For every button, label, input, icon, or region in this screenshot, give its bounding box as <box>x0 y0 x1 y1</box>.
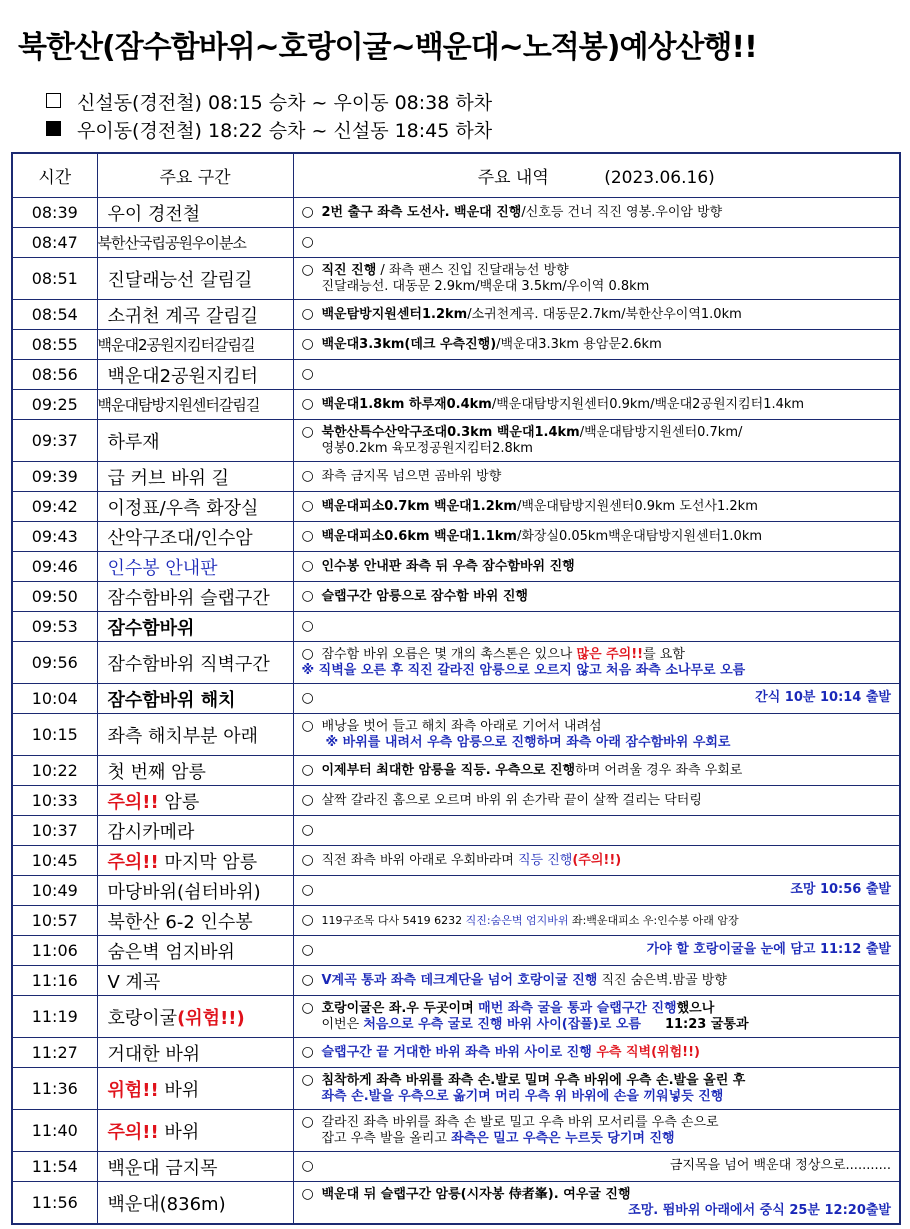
table-row <box>12 330 900 360</box>
row-section: V 계곡 <box>97 966 293 996</box>
row-detail: ○ 배낭을 벗어 들고 해치 좌측 아래로 기어서 내려섬 ※ 바위를 내려서 우측 암릉으로 진행하며 좌측 아래 잠수함바위 우회로 <box>293 714 900 756</box>
row-time: 09:53 <box>12 612 97 642</box>
row-time: 08:54 <box>12 300 97 330</box>
row-detail: ○ 백운탐방지원센터1.2km/소귀천계곡. 대동문2.7km/북한산우이역1.0km <box>293 300 900 330</box>
filled-square-icon <box>46 121 61 136</box>
row-time: 11:36 <box>12 1068 97 1110</box>
table-row <box>12 906 900 936</box>
row-time: 09:37 <box>12 420 97 462</box>
circle-icon: ○ <box>301 690 314 706</box>
row-time: 11:54 <box>12 1152 97 1182</box>
row-detail: ○ 간식 10분 10:14 출발 <box>293 684 900 714</box>
row-section: 인수봉 안내판 <box>97 552 293 582</box>
circle-icon: ○ <box>301 1044 314 1060</box>
row-section: 우이 경전철 <box>97 198 293 228</box>
table-row <box>12 996 900 1038</box>
row-time: 09:25 <box>12 390 97 420</box>
empty-square-icon <box>46 93 61 108</box>
row-time: 10:22 <box>12 756 97 786</box>
row-section: 북한산국립공원우이분소 <box>97 228 293 258</box>
table-row <box>12 1038 900 1068</box>
row-section: 산악구조대/인수암 <box>97 522 293 552</box>
row-section: 감시카메라 <box>97 816 293 846</box>
circle-icon: ○ <box>301 204 314 220</box>
row-detail: ○ 2번 출구 좌측 도선사. 백운대 진행/신호등 건너 직진 영봉.우이암 방향 <box>293 198 900 228</box>
row-time: 10:33 <box>12 786 97 816</box>
row-time: 11:40 <box>12 1110 97 1152</box>
row-section: 백운대2공원지킴터 <box>97 360 293 390</box>
table-row <box>12 816 900 846</box>
page-title: 북한산(잠수함바위~호랑이굴~백운대~노적봉)예상산행!! <box>18 30 757 65</box>
circle-icon: ○ <box>301 306 314 322</box>
circle-icon: ○ <box>301 588 314 604</box>
row-detail: ○ 백운대 뒤 슬랩구간 암릉(시자봉 侍者峯). 여우굴 진행 조망. 뜀바위 아래에서 중식 25분 12:20출발 <box>293 1182 900 1225</box>
row-section: 백운대탐방지원센터갈림길 <box>97 390 293 420</box>
row-detail: ○ 호랑이굴은 좌.우 두곳이며 매번 좌측 굴을 통과 슬랩구간 진행했으나 이번은 처음으로 우측 굴로 진행 바위 사이(잡풀)로 오름 11:23 굴통과 <box>293 996 900 1038</box>
row-time: 10:45 <box>12 846 97 876</box>
schedule-table <box>11 152 901 1225</box>
table-row <box>12 228 900 258</box>
row-time: 08:51 <box>12 258 97 300</box>
circle-icon: ○ <box>301 528 314 544</box>
row-section: 백운대 금지목 <box>97 1152 293 1182</box>
row-time: 11:56 <box>12 1182 97 1225</box>
circle-icon: ○ <box>301 1186 314 1202</box>
table-row <box>12 582 900 612</box>
row-detail: ○ 인수봉 안내판 좌측 뒤 우측 잠수함바위 진행 <box>293 552 900 582</box>
transit-line-2: 우이동(경전철) 18:22 승차 ~ 신설동 18:45 하차 <box>46 116 492 143</box>
row-time: 09:46 <box>12 552 97 582</box>
table-row <box>12 1110 900 1152</box>
table-row <box>12 642 900 684</box>
circle-icon: ○ <box>301 1114 314 1130</box>
row-detail: ○ 119구조목 다사 5419 6232 직진:숨은벽 엄지바위 좌:백운대피소 우:인수봉 아래 암장 <box>293 906 900 936</box>
table-row <box>12 786 900 816</box>
transit-line-1: 신설동(경전철) 08:15 승차 ~ 우이동 08:38 하차 <box>46 88 492 115</box>
row-detail: ○ 백운대1.8km 하루재0.4km/백운대탐방지원센터0.9km/백운대2공원지킴터1.4km <box>293 390 900 420</box>
circle-icon: ○ <box>301 366 314 382</box>
header-date: (2023.06.16) <box>604 168 715 188</box>
row-detail: ○ 가야 할 호랑이굴을 눈에 담고 11:12 출발 <box>293 936 900 966</box>
circle-icon: ○ <box>301 396 314 412</box>
row-time: 10:49 <box>12 876 97 906</box>
circle-icon: ○ <box>301 792 314 808</box>
circle-icon: ○ <box>301 468 314 484</box>
table-row <box>12 492 900 522</box>
circle-icon: ○ <box>301 822 314 838</box>
row-section: 주의!! 바위 <box>97 1110 293 1152</box>
row-time: 09:42 <box>12 492 97 522</box>
circle-icon: ○ <box>301 882 314 898</box>
circle-icon: ○ <box>301 718 314 734</box>
row-detail: ○ 좌측 금지목 넘으면 곰바위 방향 <box>293 462 900 492</box>
row-detail: ○ 잠수함 바위 오름은 몇 개의 촉스톤은 있으나 많은 주의!!를 요함 ※ 직벽을 오른 후 직진 갈라진 암릉으로 오르지 않고 처음 좌측 소나무로 오름 <box>293 642 900 684</box>
row-section: 숨은벽 엄지바위 <box>97 936 293 966</box>
table-row <box>12 714 900 756</box>
row-time: 11:27 <box>12 1038 97 1068</box>
row-detail <box>293 228 900 258</box>
circle-icon: ○ <box>301 852 314 868</box>
table-row <box>12 1152 900 1182</box>
row-detail: ○ 이제부터 최대한 암릉을 직등. 우측으로 진행하며 어려울 경우 좌측 우회로 <box>293 756 900 786</box>
row-section: 주의!! 암릉 <box>97 786 293 816</box>
row-section: 하루재 <box>97 420 293 462</box>
circle-icon: ○ <box>301 972 314 988</box>
row-detail: ○ 백운대피소0.6km 백운대1.1km/화장실0.05km백운대탐방지원센터1.0km <box>293 522 900 552</box>
row-time: 08:56 <box>12 360 97 390</box>
row-time: 09:56 <box>12 642 97 684</box>
circle-icon: ○ <box>301 1000 314 1016</box>
row-time: 09:50 <box>12 582 97 612</box>
circle-icon: ○ <box>301 1158 314 1174</box>
header-section: 주요 구간 <box>97 153 293 198</box>
table-row <box>12 522 900 552</box>
row-section: 잠수함바위 슬랩구간 <box>97 582 293 612</box>
row-detail: ○ 백운대3.3km(데크 우측진행)/백운대3.3km 용암문2.6km <box>293 330 900 360</box>
row-detail: ○ 직진 진행 / 좌측 팬스 진입 진달래능선 방향 진달래능선. 대동문 2.9km/백운대 3.5km/우이역 0.8km <box>293 258 900 300</box>
row-time: 09:39 <box>12 462 97 492</box>
row-time: 08:39 <box>12 198 97 228</box>
row-section: 잠수함바위 직벽구간 <box>97 642 293 684</box>
table-row <box>12 1182 900 1225</box>
row-time: 08:55 <box>12 330 97 360</box>
table-row <box>12 552 900 582</box>
header-time: 시간 <box>12 153 97 198</box>
row-section: 이정표/우측 화장실 <box>97 492 293 522</box>
row-detail: ○ 북한산특수산악구조대0.3km 백운대1.4km/백운대탐방지원센터0.7km/ 영봉0.2km 육모정공원지킴터2.8km <box>293 420 900 462</box>
table-row <box>12 756 900 786</box>
row-detail: ○ 슬랩구간 암릉으로 잠수함 바위 진행 <box>293 582 900 612</box>
row-detail: ○ 살짝 갈라진 홈으로 오르며 바위 위 손가락 끝이 살짝 걸리는 닥터링 <box>293 786 900 816</box>
row-section: 좌측 해치부분 아래 <box>97 714 293 756</box>
table-row <box>12 462 900 492</box>
table-row <box>12 198 900 228</box>
circle-icon: ○ <box>301 424 314 440</box>
row-time: 08:47 <box>12 228 97 258</box>
table-row <box>12 258 900 300</box>
row-section: 첫 번째 암릉 <box>97 756 293 786</box>
row-detail <box>293 612 900 642</box>
circle-icon: ○ <box>301 234 314 250</box>
row-detail: ○ 금지목을 넘어 백운대 정상으로........... <box>293 1152 900 1182</box>
row-section: 거대한 바위 <box>97 1038 293 1068</box>
row-section: 위험!! 바위 <box>97 1068 293 1110</box>
table-row <box>12 420 900 462</box>
row-time: 11:19 <box>12 996 97 1038</box>
row-time: 10:04 <box>12 684 97 714</box>
row-time: 11:16 <box>12 966 97 996</box>
row-section: 잠수함바위 해치 <box>97 684 293 714</box>
circle-icon: ○ <box>301 646 314 662</box>
row-detail: ○ 조망 10:56 출발 <box>293 876 900 906</box>
row-section: 마당바위(쉼터바위) <box>97 876 293 906</box>
row-detail: ○ 백운대피소0.7km 백운대1.2km/백운대탐방지원센터0.9km 도선사1.2km <box>293 492 900 522</box>
circle-icon: ○ <box>301 1072 314 1088</box>
row-section: 주의!! 마지막 암릉 <box>97 846 293 876</box>
circle-icon: ○ <box>301 558 314 574</box>
table-row <box>12 876 900 906</box>
row-section: 백운대2공원지킴터갈림길 <box>97 330 293 360</box>
circle-icon: ○ <box>301 336 314 352</box>
row-detail: ○ V계곡 통과 좌측 데크계단을 넘어 호랑이굴 진행 직진 숨은벽.밤골 방향 <box>293 966 900 996</box>
table-row <box>12 612 900 642</box>
row-time: 10:57 <box>12 906 97 936</box>
circle-icon: ○ <box>301 262 314 278</box>
row-time: 10:15 <box>12 714 97 756</box>
table-row <box>12 966 900 996</box>
table-row <box>12 936 900 966</box>
row-detail <box>293 816 900 846</box>
row-section: 급 커브 바위 길 <box>97 462 293 492</box>
table-row <box>12 846 900 876</box>
row-time: 11:06 <box>12 936 97 966</box>
table-row <box>12 390 900 420</box>
table-row <box>12 1068 900 1110</box>
row-time: 09:43 <box>12 522 97 552</box>
row-section: 호랑이굴(위험!!) <box>97 996 293 1038</box>
row-time: 10:37 <box>12 816 97 846</box>
row-detail: ○ 직전 좌측 바위 아래로 우회바라며 직등 진행(주의!!) <box>293 846 900 876</box>
circle-icon: ○ <box>301 912 314 928</box>
row-section: 소귀천 계곡 갈림길 <box>97 300 293 330</box>
row-detail <box>293 360 900 390</box>
row-detail: ○ 갈라진 좌측 바위를 좌측 손 발로 밀고 우측 바위 모서리를 우측 손으로 잡고 우측 발을 올리고 좌측은 밀고 우측은 누르듯 당기며 진행 <box>293 1110 900 1152</box>
circle-icon: ○ <box>301 618 314 634</box>
table-row <box>12 360 900 390</box>
row-section: 백운대(836m) <box>97 1182 293 1225</box>
row-section: 북한산 6-2 인수봉 <box>97 906 293 936</box>
circle-icon: ○ <box>301 498 314 514</box>
table-row <box>12 300 900 330</box>
header-detail: 주요 내역 (2023.06.16) <box>293 153 900 198</box>
circle-icon: ○ <box>301 942 314 958</box>
table-row <box>12 684 900 714</box>
circle-icon: ○ <box>301 762 314 778</box>
table-header-row <box>12 153 900 198</box>
row-section: 잠수함바위 <box>97 612 293 642</box>
row-detail: ○ 침착하게 좌측 바위를 좌측 손.발로 밀며 우측 바위에 우측 손.발을 올린 후 좌측 손.발을 우측으로 옮기며 머리 우측 위 바위에 손을 끼워넣듯 진행 <box>293 1068 900 1110</box>
row-section: 진달래능선 갈림길 <box>97 258 293 300</box>
row-detail: ○ 슬랩구간 끝 거대한 바위 좌측 바위 사이로 진행 우측 직벽(위험!!) <box>293 1038 900 1068</box>
